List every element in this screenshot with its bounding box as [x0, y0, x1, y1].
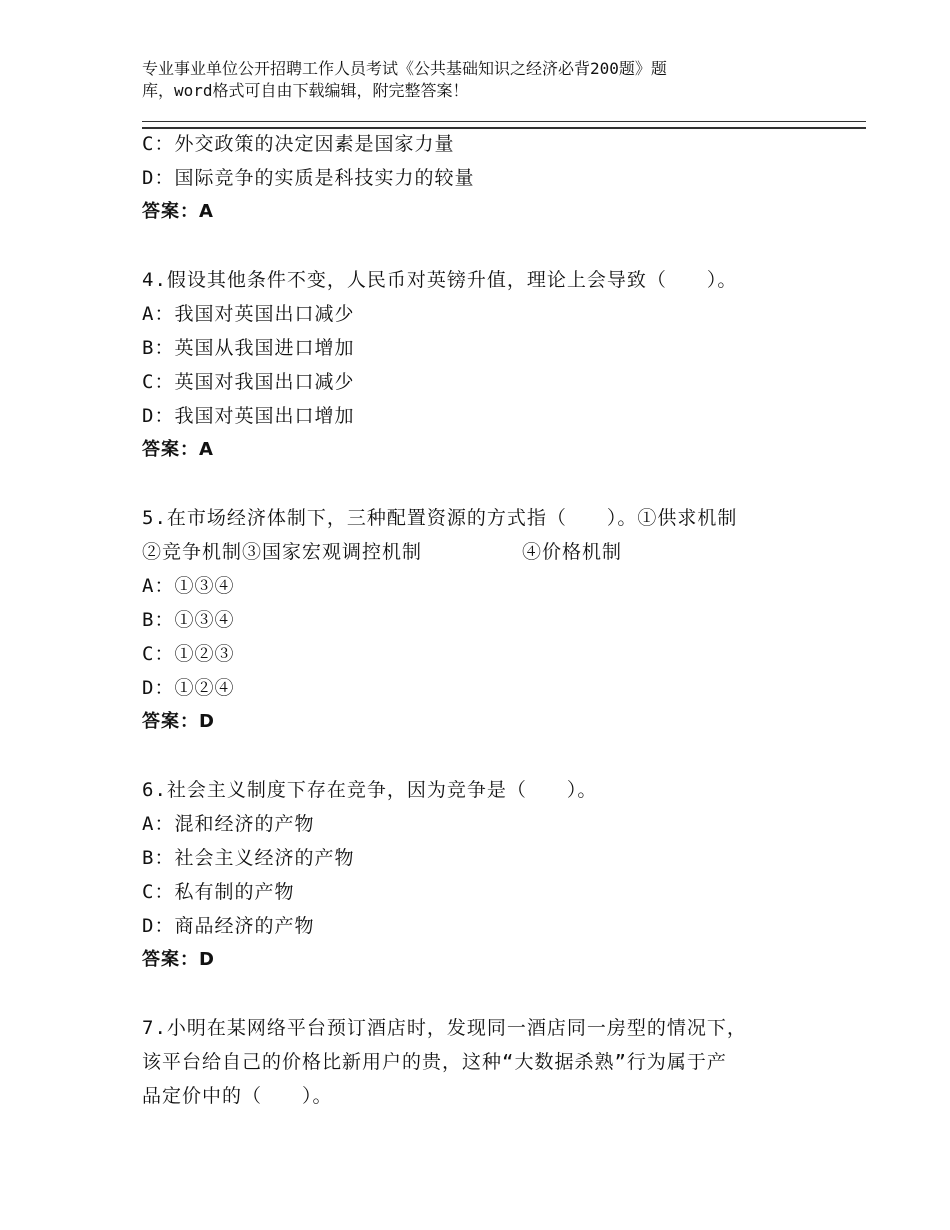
question-7 [142, 1011, 866, 1113]
question-4 [142, 263, 866, 467]
option-b: B：①③④ [142, 609, 235, 631]
question-stem: 4.假设其他条件不变，人民币对英镑升值，理论上会导致（ ）。 [142, 269, 738, 291]
option-d: D：商品经济的产物 [142, 915, 315, 937]
question-stem-line-2: 该平台给自己的价格比新用户的贵，这种“大数据杀熟”行为属于产 [142, 1051, 727, 1073]
answer: 答案：A [142, 201, 214, 222]
question-stem: 6.社会主义制度下存在竞争，因为竞争是（ ）。 [142, 779, 598, 801]
option-a: A：我国对英国出口减少 [142, 303, 355, 325]
answer: 答案：A [142, 439, 214, 460]
question-6 [142, 773, 866, 977]
question-5 [142, 501, 866, 739]
document-header [142, 58, 782, 102]
option-c: C：私有制的产物 [142, 881, 295, 903]
question-stem-line-3: 品定价中的（ ）。 [142, 1085, 333, 1107]
question-list [142, 127, 866, 1113]
option-a: A：①③④ [142, 575, 235, 597]
option-d: D：国际竞争的实质是科技实力的较量 [142, 167, 475, 189]
question-3 [142, 127, 866, 229]
header-line-2: 库，word格式可自由下载编辑，附完整答案！ [142, 81, 469, 100]
option-a: A：混和经济的产物 [142, 813, 315, 835]
question-stem-line-1: 7.小明在某网络平台预订酒店时，发现同一酒店同一房型的情况下， [142, 1017, 747, 1039]
header-line-1: 专业事业单位公开招聘工作人员考试《公共基础知识之经济必背200题》题 [142, 59, 667, 78]
option-d: D：我国对英国出口增加 [142, 405, 355, 427]
option-c: C：①②③ [142, 643, 235, 665]
answer: 答案：D [142, 711, 215, 732]
option-b: B：英国从我国进口增加 [142, 337, 355, 359]
option-b: B：社会主义经济的产物 [142, 847, 355, 869]
question-stem-line-1: 5.在市场经济体制下，三种配置资源的方式指（ ）。①供求机制 [142, 507, 738, 529]
answer: 答案：D [142, 949, 215, 970]
option-d: D：①②④ [142, 677, 235, 699]
option-c: C：英国对我国出口减少 [142, 371, 355, 393]
option-c: C：外交政策的决定因素是国家力量 [142, 133, 455, 155]
question-stem-line-2: ②竞争机制③国家宏观调控机制 ④价格机制 [142, 541, 623, 563]
